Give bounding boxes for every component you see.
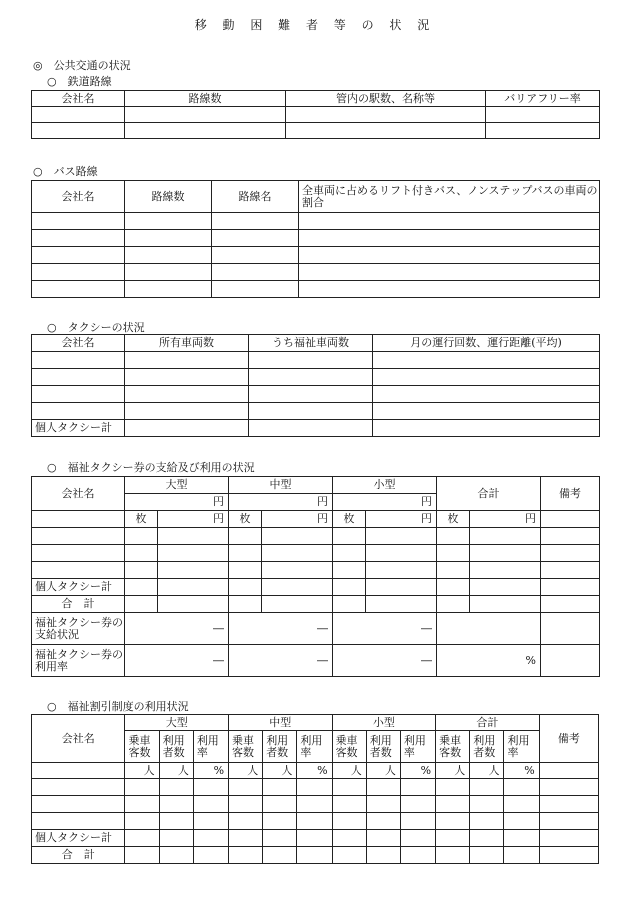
- table-row: [32, 213, 600, 230]
- discount-heading: ○ 福祉割引制度の利用状況: [47, 700, 189, 713]
- discount-header-medium: 中型: [229, 715, 333, 731]
- discount-sub-rate: 利用率: [297, 731, 332, 763]
- table-row: [32, 545, 600, 562]
- ticket-unit-yen: 円: [333, 494, 437, 511]
- discount-header-company: 会社名: [32, 715, 125, 763]
- bus-header-ratio: 全車両に占めるリフト付きバス、ノンステップバスの車両の割合: [299, 181, 600, 213]
- discount-sub-rate: 利用率: [504, 731, 539, 763]
- discount-grand-total-label: 合 計: [32, 847, 125, 864]
- discount-header-remarks: 備考: [539, 715, 598, 763]
- bus-heading: ○ バス路線: [33, 165, 98, 178]
- ticket-unit-yen: 円: [470, 511, 541, 528]
- table-row: [32, 562, 600, 579]
- ticket-dash: ―: [229, 645, 333, 677]
- table-row: [32, 813, 599, 830]
- discount-unit: 人: [436, 763, 470, 779]
- discount-table: [31, 714, 599, 864]
- ticket-rate-row: [32, 645, 600, 677]
- ticket-dash: ―: [229, 613, 333, 645]
- discount-header-large: 大型: [125, 715, 229, 731]
- taxi-header-vehicles: 所有車両数: [125, 335, 249, 352]
- table-row: [32, 230, 600, 247]
- discount-unit: 人: [125, 763, 159, 779]
- table-row: [32, 420, 600, 437]
- discount-unit: 人: [159, 763, 193, 779]
- ticket-dash: ―: [333, 645, 437, 677]
- rail-header-company: 会社名: [32, 91, 125, 107]
- table-row: [32, 847, 599, 864]
- discount-sub-passengers: 乗車客数: [229, 731, 263, 763]
- table-row: [32, 281, 600, 298]
- discount-unit: %: [297, 763, 332, 779]
- table-row: [32, 369, 600, 386]
- discount-unit: 人: [366, 763, 400, 779]
- discount-sub-passengers: 乗車客数: [436, 731, 470, 763]
- ticket-unit-sheets: 枚: [333, 511, 366, 528]
- ticket-unit-yen: 円: [262, 511, 333, 528]
- rail-heading: ○ 鉄道路線: [47, 75, 112, 88]
- discount-unit: 人: [332, 763, 366, 779]
- ticket-dash: ―: [125, 613, 229, 645]
- table-row: [32, 403, 600, 420]
- bus-header-company: 会社名: [32, 181, 125, 213]
- discount-sub-passengers: 乗車客数: [125, 731, 159, 763]
- bus-table: [31, 180, 600, 298]
- ticket-unit-sheets: 枚: [229, 511, 262, 528]
- discount-private-total-label: 個人タクシー計: [32, 830, 125, 847]
- ticket-header-large: 大型: [125, 477, 229, 494]
- discount-unit: 人: [229, 763, 263, 779]
- ticket-dash: ―: [333, 613, 437, 645]
- ticket-unit-yen: 円: [125, 494, 229, 511]
- ticket-percent: %: [437, 645, 541, 677]
- ticket-header-company: 会社名: [32, 477, 125, 511]
- taxi-private-total-label: 個人タクシー計: [32, 420, 125, 437]
- table-row: [32, 528, 600, 545]
- ticket-heading: ○ 福祉タクシー券の支給及び利用の状況: [47, 461, 255, 474]
- ticket-issue-label: 福祉タクシー券の支給状況: [32, 613, 125, 645]
- ticket-dash: ―: [125, 645, 229, 677]
- discount-sub-users: 利用者数: [470, 731, 504, 763]
- table-row: [32, 796, 599, 813]
- table-row: [32, 247, 600, 264]
- bus-header-lines: 路線数: [125, 181, 212, 213]
- ticket-unit-yen: 円: [158, 511, 229, 528]
- rail-table: [31, 90, 600, 139]
- ticket-unit-sheets: 枚: [125, 511, 158, 528]
- ticket-header-remarks: 備考: [541, 477, 600, 511]
- ticket-unit-yen: 円: [229, 494, 333, 511]
- taxi-heading: ○ タクシーの状況: [47, 321, 145, 334]
- ticket-table: [31, 476, 600, 677]
- discount-unit: %: [400, 763, 435, 779]
- taxi-header-operations: 月の運行回数、運行距離(平均): [373, 335, 600, 352]
- taxi-header-welfare-vehicles: うち福祉車両数: [249, 335, 373, 352]
- bus-header-line-name: 路線名: [212, 181, 299, 213]
- ticket-header-medium: 中型: [229, 477, 333, 494]
- discount-sub-users: 利用者数: [263, 731, 297, 763]
- table-row: [32, 107, 600, 123]
- ticket-header-total: 合計: [437, 477, 541, 511]
- discount-sub-users: 利用者数: [159, 731, 193, 763]
- ticket-header-small: 小型: [333, 477, 437, 494]
- discount-sub-rate: 利用率: [400, 731, 435, 763]
- discount-unit: 人: [470, 763, 504, 779]
- rail-header-stations: 管内の駅数、名称等: [286, 91, 486, 107]
- discount-sub-users: 利用者数: [366, 731, 400, 763]
- rail-header-lines: 路線数: [125, 91, 286, 107]
- discount-header-total: 合計: [436, 715, 540, 731]
- discount-header-small: 小型: [332, 715, 436, 731]
- ticket-issue-row: [32, 613, 600, 645]
- table-row: [32, 830, 599, 847]
- table-row: [32, 264, 600, 281]
- taxi-table: [31, 334, 600, 437]
- table-row: [32, 352, 600, 369]
- discount-unit: %: [504, 763, 539, 779]
- table-row: [32, 596, 600, 613]
- table-row: [32, 386, 600, 403]
- ticket-units-row: [32, 511, 600, 528]
- public-transport-heading: ◎ 公共交通の状況: [33, 59, 131, 72]
- discount-unit: %: [193, 763, 228, 779]
- table-row: [32, 779, 599, 796]
- discount-units-row: [32, 763, 599, 779]
- ticket-rate-label: 福祉タクシー券の利用率: [32, 645, 125, 677]
- table-row: [32, 123, 600, 139]
- ticket-private-total-label: 個人タクシー計: [32, 579, 125, 596]
- ticket-unit-yen: 円: [366, 511, 437, 528]
- taxi-header-company: 会社名: [32, 335, 125, 352]
- discount-sub-passengers: 乗車客数: [332, 731, 366, 763]
- page-title: 移 動 困 難 者 等 の 状 況: [194, 18, 436, 32]
- discount-sub-rate: 利用率: [193, 731, 228, 763]
- ticket-grand-total-label: 合 計: [32, 596, 125, 613]
- table-row: [32, 579, 600, 596]
- ticket-unit-sheets: 枚: [437, 511, 470, 528]
- discount-unit: 人: [263, 763, 297, 779]
- rail-header-barrier-free: バリアフリー率: [486, 91, 600, 107]
